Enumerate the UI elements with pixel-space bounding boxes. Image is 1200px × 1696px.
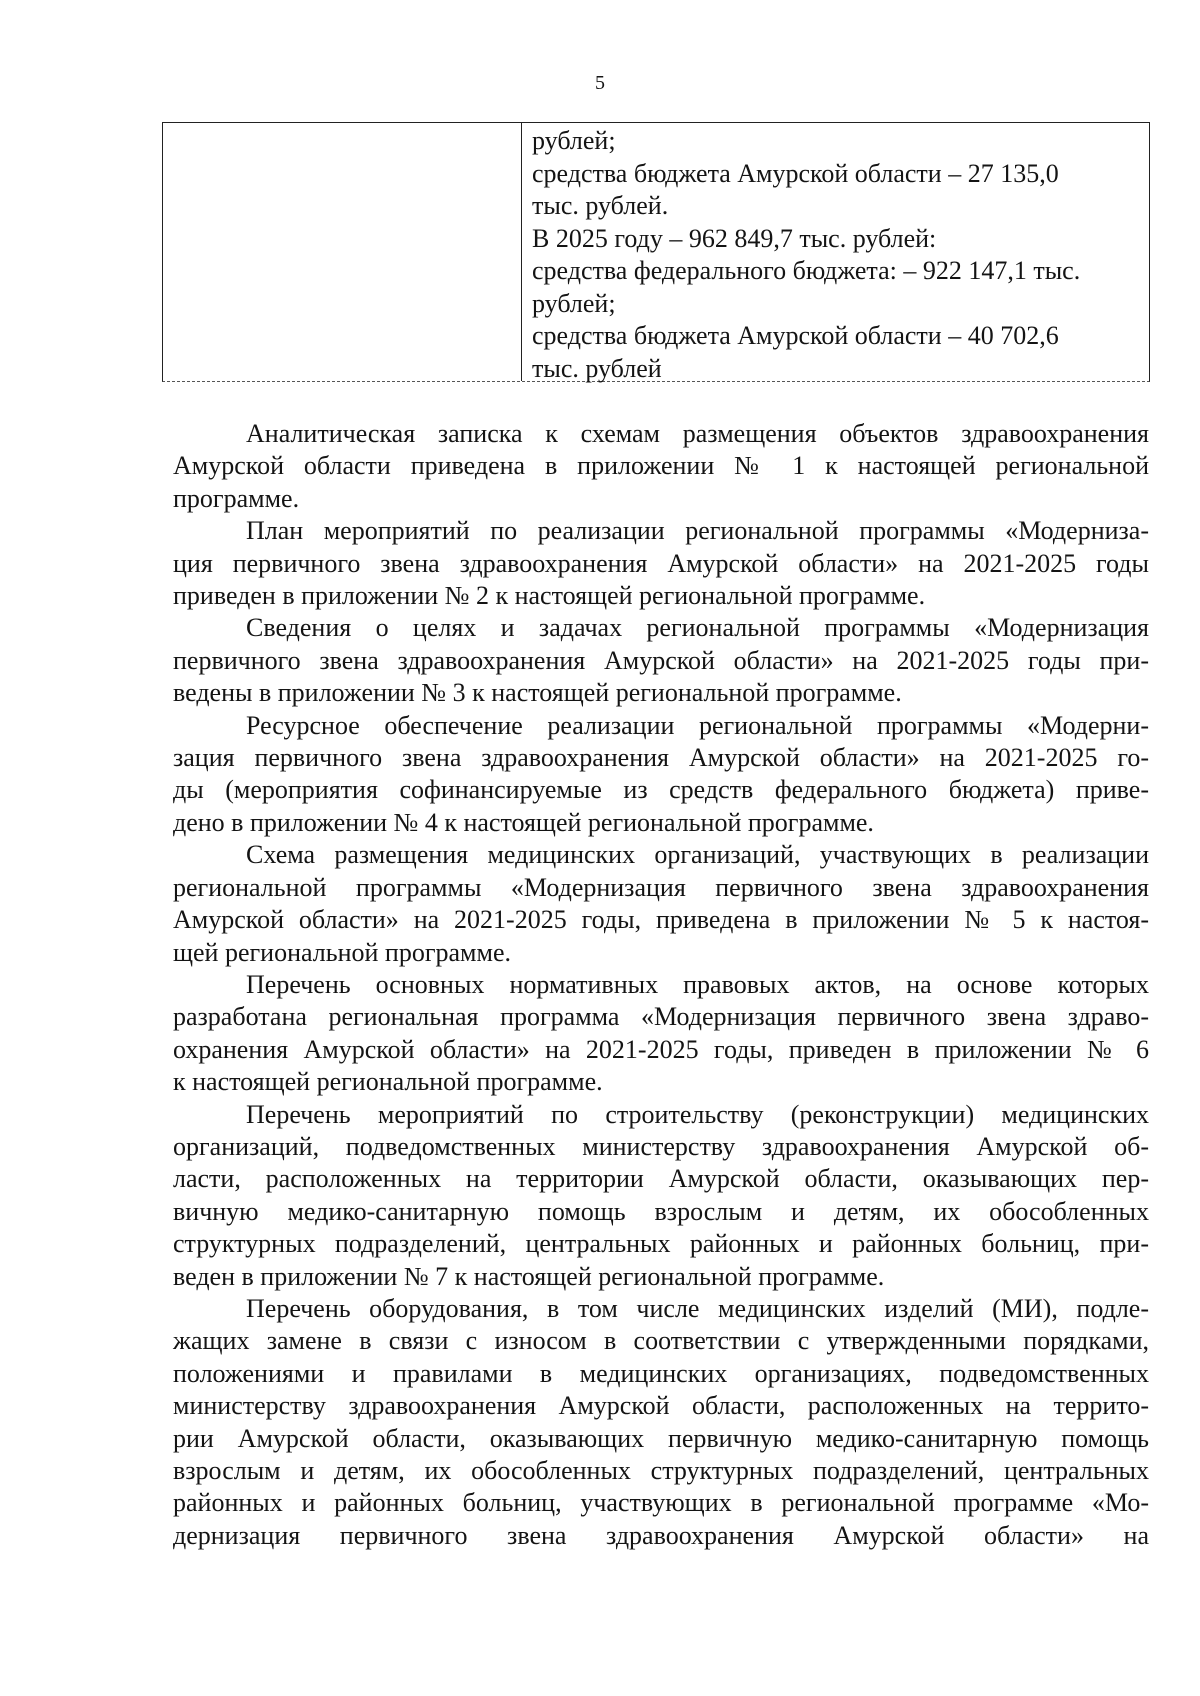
paragraph-line: взрослым и детям, их обособленных структурных подразделений, центральных <box>173 1456 1149 1485</box>
page-number: 5 <box>595 72 605 94</box>
paragraph <box>173 839 1149 969</box>
paragraph-line: веден в приложении № 7 к настоящей региональной программе. <box>173 1261 885 1291</box>
paragraph-line: дено в приложении № 4 к настоящей региональной программе. <box>173 807 874 837</box>
paragraph-line: План мероприятий по реализации региональной программы «Модерниза- <box>246 516 1149 546</box>
body-text <box>173 418 1149 1552</box>
paragraph-line: приведен в приложении № 2 к настоящей региональной программе. <box>173 581 926 611</box>
paragraph-line: положениями и правилами в медицинских организациях, подведомственных <box>173 1358 1149 1388</box>
table-cell-line: В 2025 году – 962 849,7 тыс. рублей: <box>532 223 937 253</box>
paragraph-line: охранения Амурской области» на 2021-2025 годы, приведен в приложении № 6 <box>173 1034 1149 1064</box>
paragraph-line: региональной программы «Модернизация первичного звена здравоохранения <box>173 872 1149 902</box>
paragraph-line: министерству здравоохранения Амурской области, расположенных на террито- <box>173 1391 1149 1421</box>
paragraph-line: первичного звена здравоохранения Амурской области» на 2021-2025 годы при- <box>173 645 1149 675</box>
table-cell-line: рублей; <box>532 288 616 318</box>
paragraph-line: Аналитическая записка к схемам размещения объектов здравоохранения <box>246 419 1149 448</box>
paragraph-line: Амурской области» на 2021-2025 годы, приведена в приложении № 5 к настоя- <box>173 905 1149 935</box>
paragraph-line: организаций, подведомственных министерству здравоохранения Амурской об- <box>173 1131 1149 1161</box>
paragraph-line: структурных подразделений, центральных районных и районных больниц, при- <box>173 1229 1149 1259</box>
paragraph <box>173 1293 1149 1552</box>
paragraph <box>173 1099 1149 1293</box>
paragraph-line: Ресурсное обеспечение реализации региональной программы «Модерни- <box>246 710 1149 740</box>
paragraph-line: ласти, расположенных на территории Амурской области, оказывающих пер- <box>173 1164 1149 1194</box>
table-cell-line: средства федерального бюджета: – 922 147,1 тыс. <box>532 256 1081 285</box>
paragraph-line: ведены в приложении № 3 к настоящей региональной программе. <box>173 678 902 708</box>
funding-table <box>162 122 1150 382</box>
paragraph <box>173 515 1149 612</box>
table-cell-line: тыс. рублей. <box>532 191 669 220</box>
table-right-cell <box>532 125 1135 385</box>
paragraph-line: ды (мероприятия софинансируемые из средств федерального бюджета) приве- <box>173 775 1149 805</box>
paragraph-line: Амурской области приведена в приложении № 1 к настоящей региональной <box>173 451 1149 481</box>
paragraph <box>173 969 1149 1099</box>
paragraph-line: Схема размещения медицинских организаций, участвующих в реализации <box>246 840 1149 870</box>
table-left-cell <box>163 123 521 381</box>
paragraph-line: программе. <box>173 483 300 513</box>
paragraph-line: дернизация первичного звена здравоохранения Амурской области» на <box>173 1520 1149 1550</box>
paragraph-line: Перечень оборудования, в том числе медицинских изделий (МИ), подле- <box>246 1293 1149 1323</box>
paragraph <box>173 612 1149 709</box>
paragraph-line: к настоящей региональной программе. <box>173 1067 603 1097</box>
table-cell-line: средства бюджета Амурской области – 40 702,6 <box>532 321 1059 350</box>
paragraph-line: разработана региональная программа «Модернизация первичного звена здраво- <box>173 1002 1149 1032</box>
paragraph-line: вичную медико-санитарную помощь взрослым и детям, их обособленных <box>173 1196 1149 1226</box>
table-cell-line: рублей; <box>532 126 616 155</box>
paragraph-line: Перечень основных нормативных правовых актов, на основе которых <box>246 969 1149 999</box>
paragraph-line: рии Амурской области, оказывающих первичную медико-санитарную помощь <box>173 1423 1149 1453</box>
paragraph-line: районных и районных больниц, участвующих в региональной программе «Мо- <box>173 1488 1149 1518</box>
paragraph-line: Сведения о целях и задачах региональной программы «Модернизация <box>246 613 1149 643</box>
paragraph <box>173 710 1149 840</box>
paragraph-line: щей региональной программе. <box>173 937 511 967</box>
paragraph-line: жащих замене в связи с износом в соответствии с утвержденными порядками, <box>173 1326 1149 1356</box>
table-cell-line: тыс. рублей <box>532 353 662 383</box>
table-column-divider <box>521 123 522 381</box>
paragraph-line: ция первичного звена здравоохранения Амурской области» на 2021-2025 годы <box>173 548 1149 578</box>
paragraph-line: Перечень мероприятий по строительству (реконструкции) медицинских <box>246 1099 1149 1129</box>
paragraph-line: зация первичного звена здравоохранения Амурской области» на 2021-2025 го- <box>173 743 1149 773</box>
paragraph <box>173 418 1149 515</box>
table-cell-line: средства бюджета Амурской области – 27 135,0 <box>532 158 1059 188</box>
